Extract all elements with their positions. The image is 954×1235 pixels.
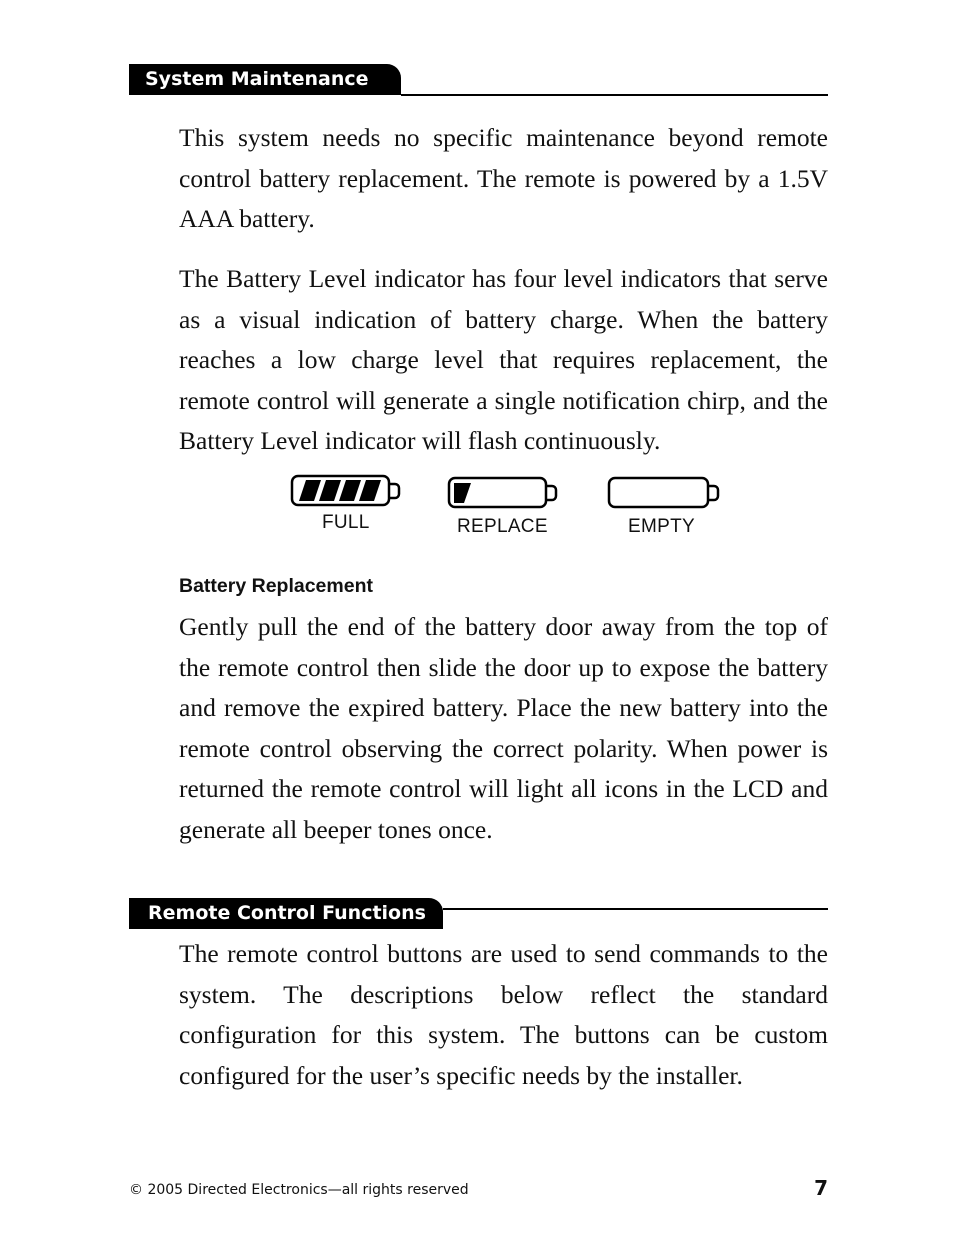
battery-label-replace: REPLACE xyxy=(457,516,548,537)
battery-replacement-heading: Battery Replacement xyxy=(179,575,373,597)
battery-label-full: FULL xyxy=(322,512,370,533)
footer-copyright: © 2005 Directed Electronics—all rights reserved xyxy=(129,1182,469,1198)
maintenance-paragraph: This system needs no specific maintenance beyond remote control battery replacement. The remote is powered by a 1.5V AAA battery. xyxy=(179,123,828,233)
section-header-remote-control-functions xyxy=(129,898,828,932)
battery-full-icon xyxy=(290,474,402,508)
remote-functions-paragraph: The remote control buttons are used to send commands to the system. The descriptions below reflect the standard configuration for this system. The buttons can be custom configured for the user’s specific needs by the installer. xyxy=(179,939,828,1090)
section-rule xyxy=(443,908,828,910)
battery-empty-icon xyxy=(607,476,721,510)
section-rule xyxy=(401,94,828,96)
section-header-system-maintenance xyxy=(129,64,828,98)
section-title: Remote Control Functions xyxy=(129,898,443,929)
battery-replacement-paragraph: Gently pull the end of the battery door away from the top of the remote control then slide the door up to expose the battery and remove the expired battery. Place the new battery into the remote control observing the correct polarity. When power is returned the remote control will light all icons in the LCD and generate all beeper tones once. xyxy=(179,612,828,844)
battery-level-paragraph: The Battery Level indicator has four level indicators that serve as a visual indication of battery charge. When the battery reaches a low charge level that requires replacement, the remote control will generate a single notification chirp, and the Battery Level indicator will flash continuously. xyxy=(179,264,828,455)
battery-replace-icon xyxy=(447,476,559,510)
battery-label-empty: EMPTY xyxy=(628,516,695,537)
section-title: System Maintenance xyxy=(129,64,401,95)
page-number: 7 xyxy=(814,1176,828,1200)
